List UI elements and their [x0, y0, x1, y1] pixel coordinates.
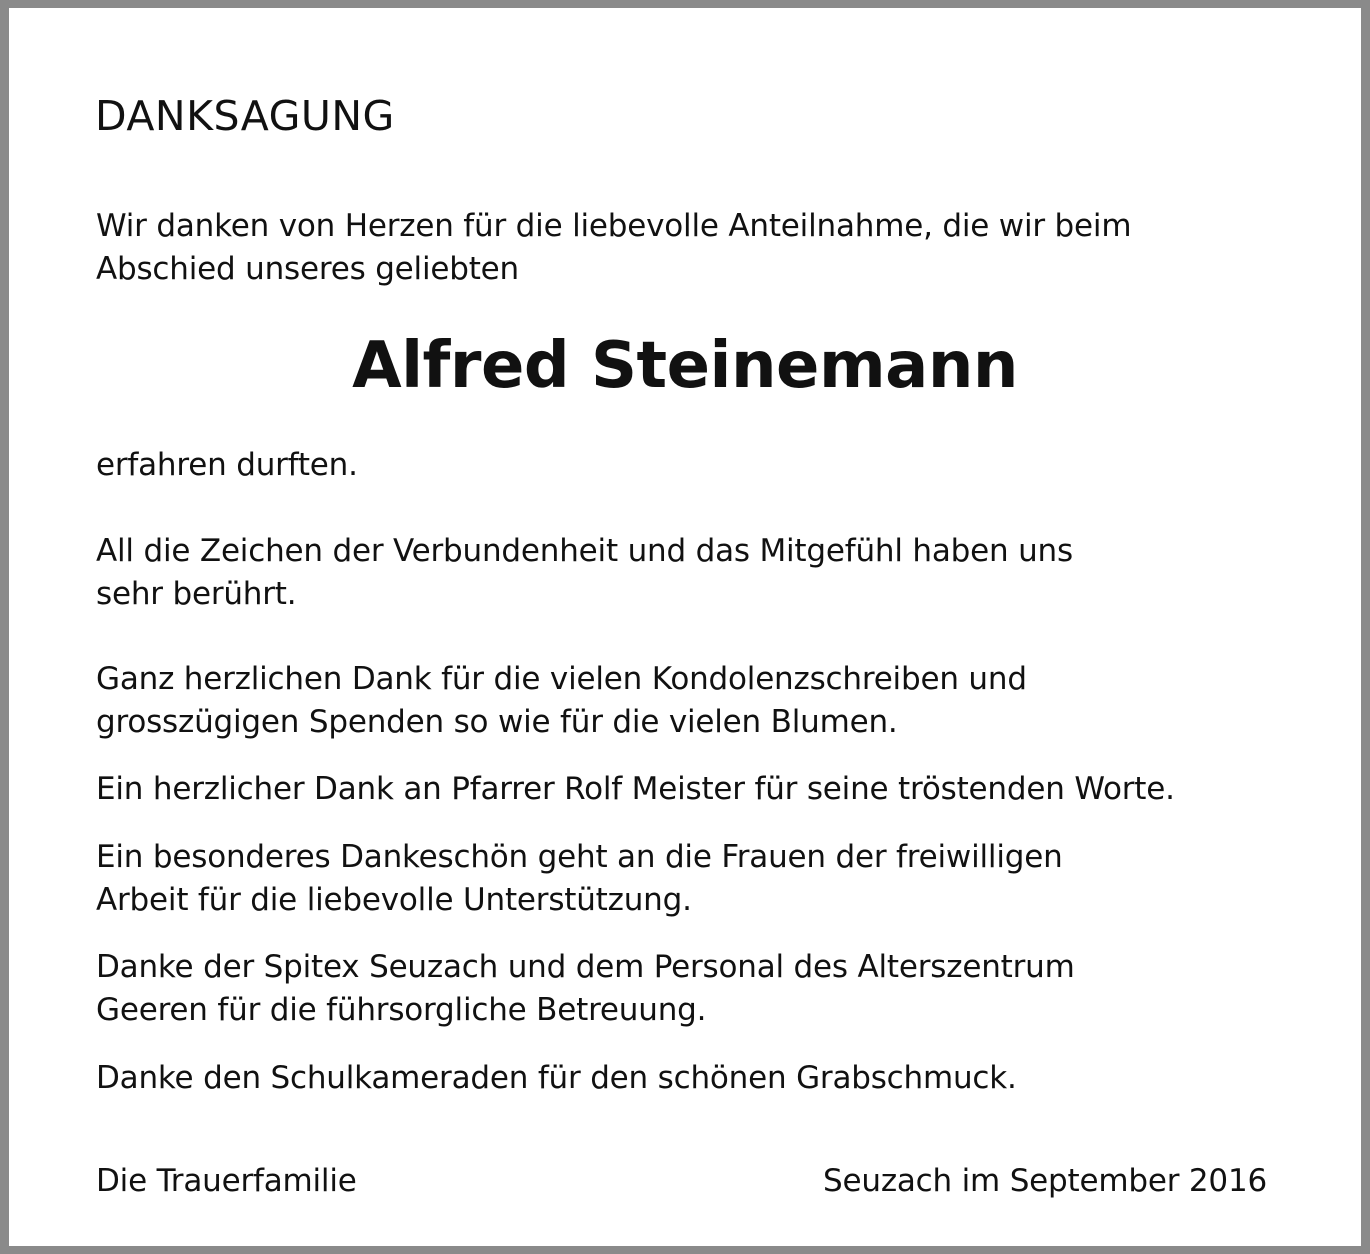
paragraph-1-line-2: sehr berührt. — [96, 576, 297, 612]
paragraph-4-line-1: Ein besonderes Dankeschön geht an die Frauen der freiwilligen — [96, 839, 1063, 875]
notice-page — [9, 8, 1361, 1246]
intro-end: erfahren durften. — [96, 447, 358, 483]
paragraph-2-line-2: grosszügigen Spenden so wie für die vielen Blumen. — [96, 704, 898, 740]
deceased-name: Alfred Steinemann — [352, 329, 1018, 403]
paragraph-3-line-1: Ein herzlicher Dank an Pfarrer Rolf Meister für seine tröstenden Worte. — [96, 771, 1175, 807]
intro-line-2: Abschied unseres geliebten — [96, 251, 520, 287]
notice-heading: DANKSAGUNG — [95, 92, 395, 140]
paragraph-4-line-2: Arbeit für die liebevolle Unterstützung. — [96, 882, 692, 918]
paragraph-5-line-1: Danke der Spitex Seuzach und dem Personal des Alterszentrum — [96, 949, 1075, 985]
paragraph-2-line-1: Ganz herzlichen Dank für die vielen Kondolenzschreiben und — [96, 661, 1027, 697]
paragraph-1-line-1: All die Zeichen der Verbundenheit und das Mitgefühl haben uns — [96, 533, 1073, 569]
signature: Die Trauerfamilie — [96, 1163, 357, 1199]
place-date: Seuzach im September 2016 — [823, 1163, 1267, 1199]
paragraph-6-line-1: Danke den Schulkameraden für den schönen Grabschmuck. — [96, 1060, 1017, 1096]
intro-line-1: Wir danken von Herzen für die liebevolle Anteilnahme, die wir beim — [96, 208, 1132, 244]
paragraph-5-line-2: Geeren für die führsorgliche Betreuung. — [96, 992, 707, 1028]
